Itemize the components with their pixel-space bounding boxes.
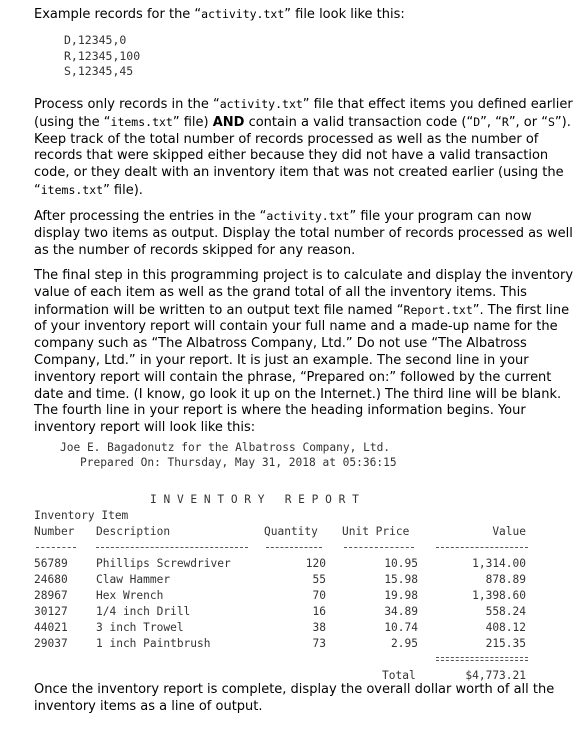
cell-quantity: 73	[312, 637, 326, 650]
cell-value: 215.35	[485, 637, 526, 650]
cell-description: 3 inch Trowel	[96, 621, 184, 634]
cell-unit-price: 10.95	[384, 557, 418, 570]
cell-unit-price: 15.98	[384, 573, 418, 586]
rule-quantity	[266, 547, 322, 548]
cell-description: 1/4 inch Drill	[96, 605, 191, 618]
total-value: $4,773.21	[465, 669, 526, 682]
report-prepared-line: Prepared On: Thursday, May 31, 2018 at 05:36:15	[80, 456, 397, 469]
cell-quantity: 120	[305, 557, 326, 570]
cell-quantity: 55	[312, 573, 326, 586]
cell-number: 24680	[34, 573, 68, 586]
cell-number: 30127	[34, 605, 68, 618]
header-inventory-item: Inventory Item	[34, 509, 129, 522]
paragraph-final-step: The final step in this programming project is to calculate and display the inventory value of each item as well as the grand total of all the inventory items. This information will be written to an output text file named “Report.txt”. The first line of your inventory report will contain your full name and a made-up name for the company such as “The Albatross Company, Ltd.” Do not use “The Albatross Company, Ltd.” in your report. It is just an example. The second line in your inventory report will contain the phrase, “Prepared on:” followed by the current date and time. (I know, go look it up on the Internet.) The third line will be blank. The fourth line in your report is where the heading information begins. Your inventory report will look like this:	[34, 268, 574, 436]
header-quantity: Quantity	[264, 525, 318, 538]
rule-number	[36, 547, 76, 548]
header-description: Description	[96, 525, 171, 538]
header-unit-price: Unit Price	[342, 525, 410, 538]
cell-unit-price: 2.95	[391, 637, 418, 650]
cell-quantity: 16	[312, 605, 326, 618]
header-number: Number	[34, 525, 75, 538]
cell-value: 558.24	[485, 605, 526, 618]
cell-number: 56789	[34, 557, 68, 570]
cell-description: 1 inch Paintbrush	[96, 637, 211, 650]
report-heading: I N V E N T O R Y R E P O R T	[150, 493, 359, 506]
paragraph-overall-worth: Once the inventory report is complete, display the overall dollar worth of all the inventory items as a line of output.	[34, 682, 555, 714]
paragraph-process-records: Process only records in the “activity.txt” file that effect items you defined earlier (using the “items.txt” file) AND contain a valid transaction code (“D”, “R”, or “S”). Keep track of the total number of records processed as well as the number of records that were skipped either because they did not have a valid transaction code, or they dealt with an inventory item that was not created earlier (using the “items.txt” file).	[34, 97, 573, 198]
cell-unit-price: 10.74	[384, 621, 418, 634]
cell-description: Hex Wrench	[96, 589, 164, 602]
total-rule	[436, 657, 528, 661]
rule-value	[436, 547, 528, 548]
paragraph-after-processing: After processing the entries in the “activity.txt” file your program can now display two items as output. Display the total number of records processed as well as the number of records skipped for any reason.	[34, 209, 573, 258]
intro-text: Example records for the “activity.txt” file look like this:	[34, 7, 405, 22]
cell-quantity: 70	[312, 589, 326, 602]
rule-description	[96, 547, 248, 548]
report-name-line: Joe E. Bagadonutz for the Albatross Company, Ltd.	[60, 441, 391, 454]
cell-description: Claw Hammer	[96, 573, 171, 586]
header-value: Value	[492, 525, 526, 538]
cell-number: 44021	[34, 621, 68, 634]
cell-value: 1,314.00	[472, 557, 526, 570]
cell-number: 29037	[34, 637, 68, 650]
sample-record: R,12345,100	[64, 48, 141, 63]
sample-record: S,12345,45	[64, 64, 134, 78]
cell-description: Phillips Screwdriver	[96, 557, 231, 570]
cell-value: 878.89	[485, 573, 526, 586]
cell-value: 408.12	[485, 621, 526, 634]
sample-record: D,12345,0	[64, 33, 127, 47]
total-label: Total	[382, 669, 416, 682]
cell-quantity: 38	[312, 621, 326, 634]
rule-unit-price	[344, 547, 414, 548]
cell-unit-price: 19.98	[384, 589, 418, 602]
cell-number: 28967	[34, 589, 68, 602]
sample-records	[64, 33, 140, 80]
cell-value: 1,398.60	[472, 589, 526, 602]
cell-unit-price: 34.89	[384, 605, 418, 618]
